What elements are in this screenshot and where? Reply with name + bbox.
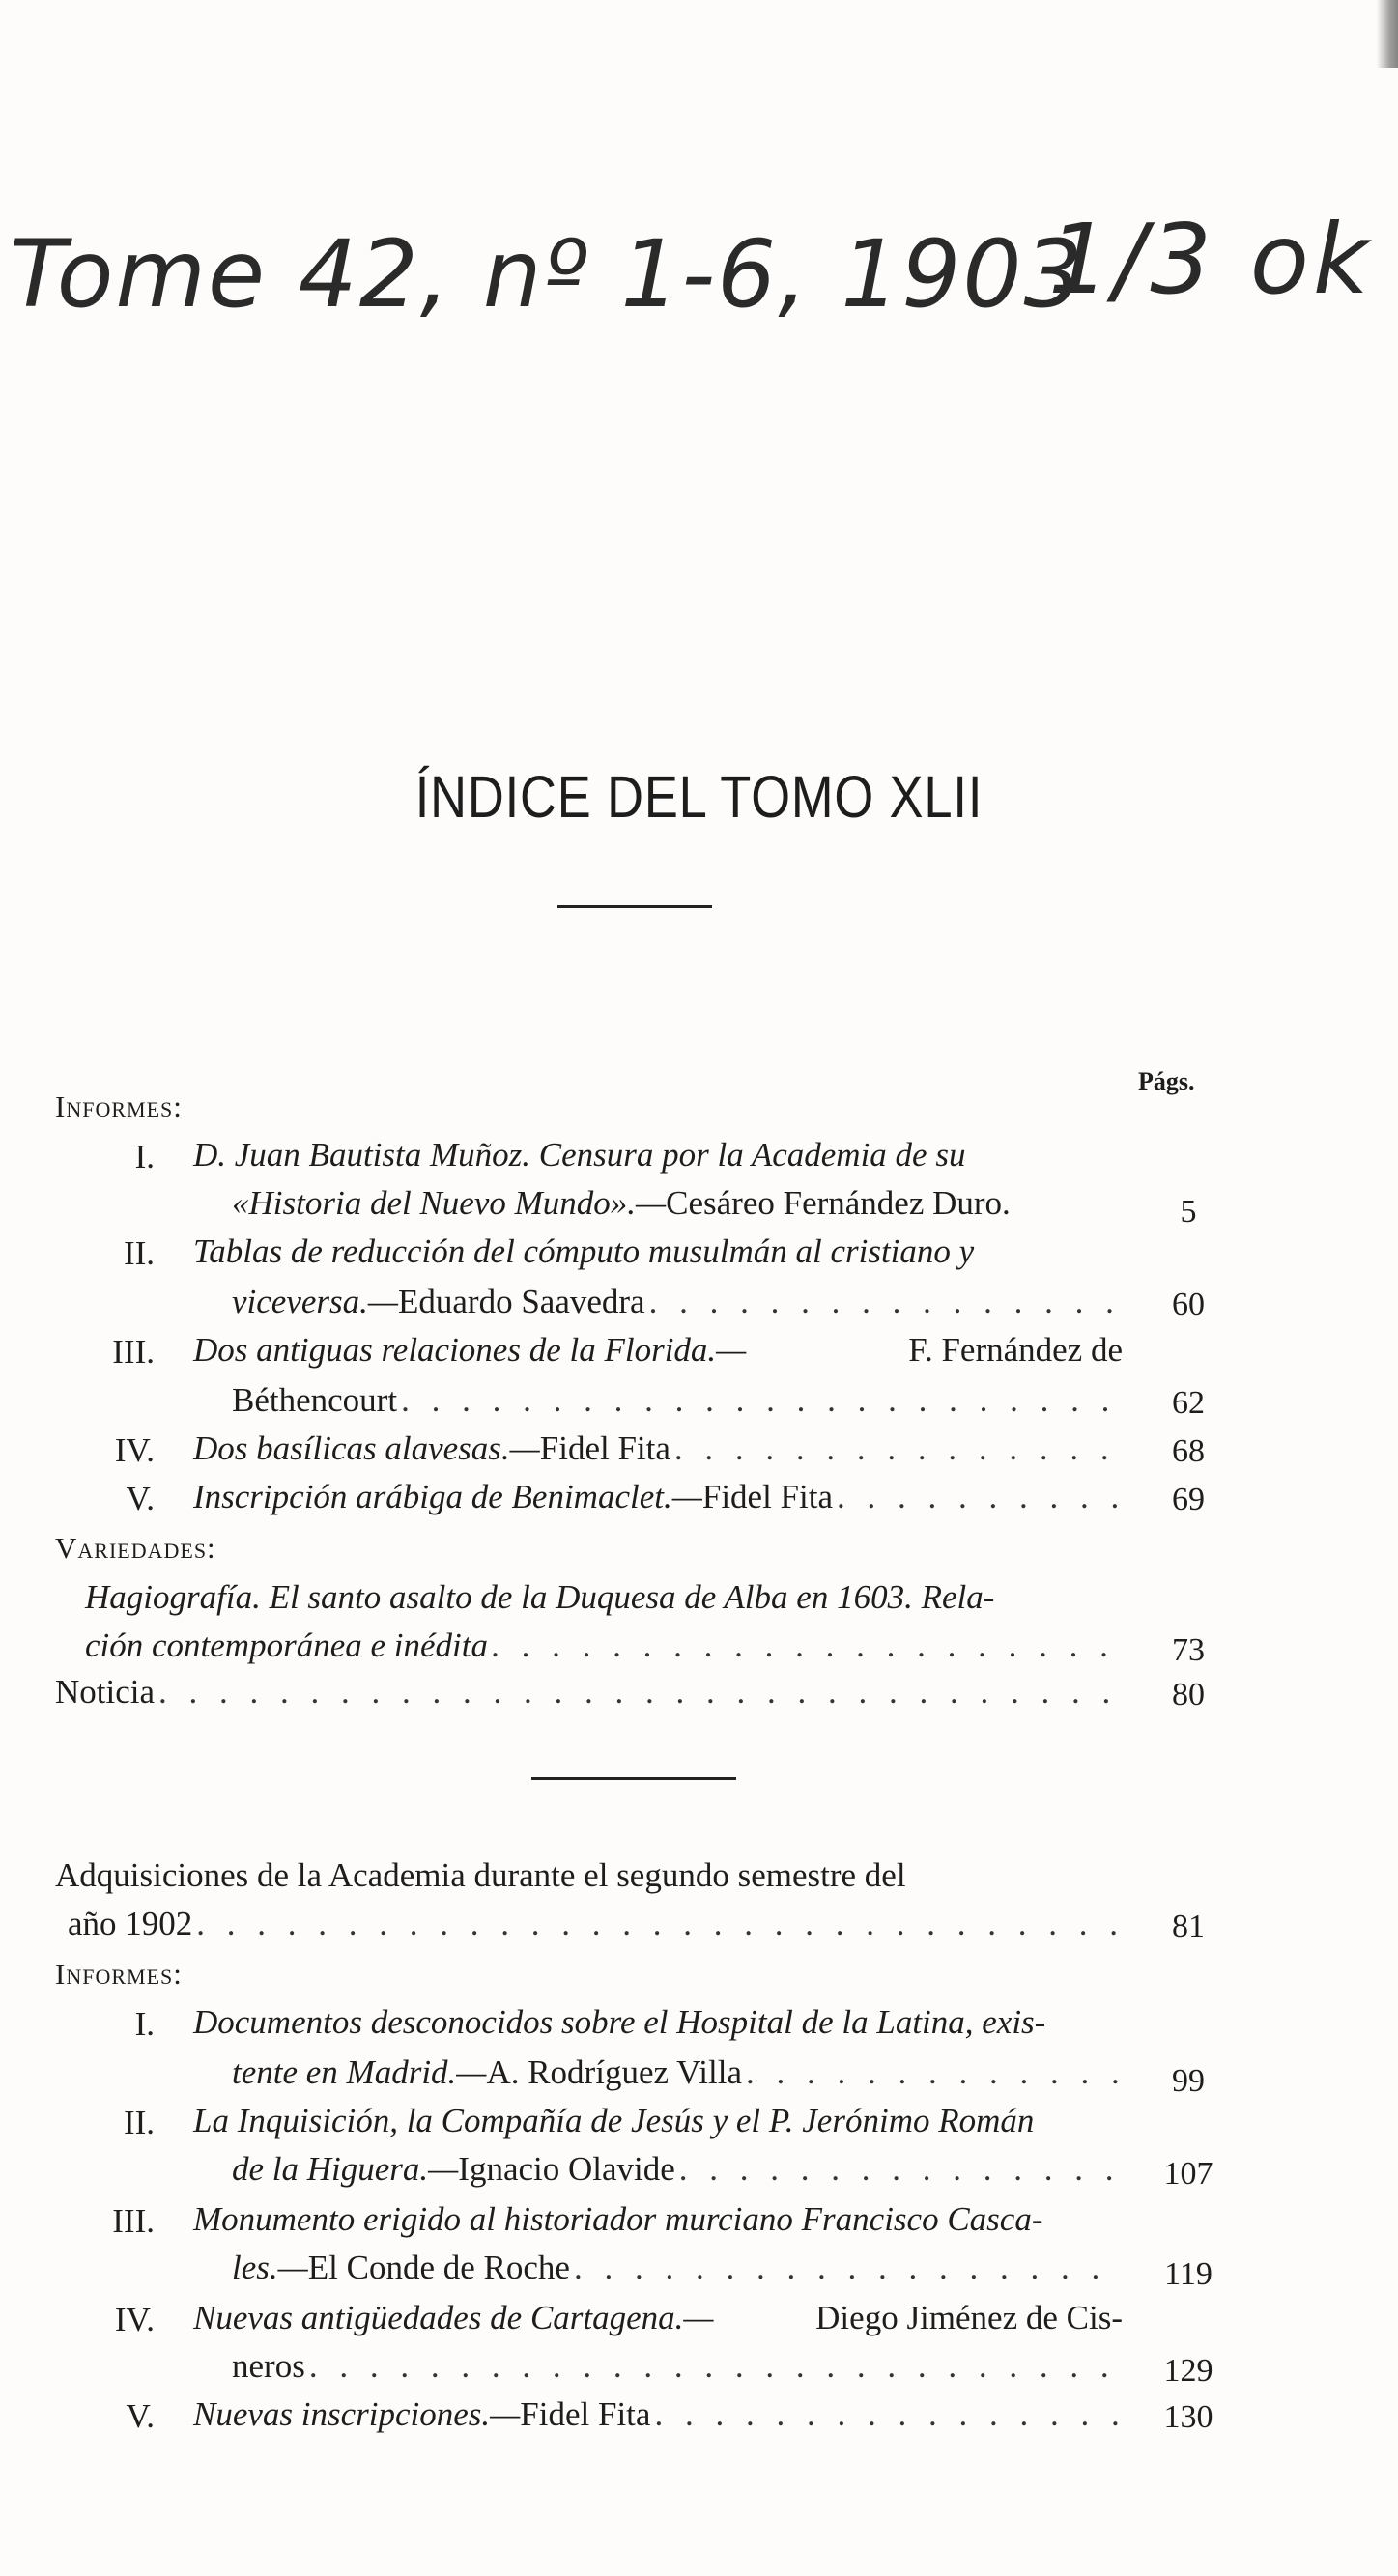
page-number: 5 — [1180, 1194, 1197, 1230]
entry-author: Ignacio Olavide — [458, 2150, 675, 2188]
entry-title-text: «Historia del Nuevo Mundo».— — [232, 1184, 667, 1222]
entry-number: IV. — [114, 2301, 155, 2338]
toc-entry-title[interactable] — [193, 1480, 1123, 1514]
entry-title-text: tente en Madrid.— — [232, 2053, 487, 2091]
page-edge-mark — [1377, 0, 1398, 68]
dot-leader — [679, 2152, 1119, 2186]
toc-entry-title[interactable] — [85, 1580, 1123, 1614]
pages-column-label: Págs. — [1138, 1067, 1195, 1095]
dot-leader — [746, 2055, 1119, 2089]
dot-leader — [401, 1383, 1119, 1417]
toc-entry-title[interactable] — [193, 2301, 1123, 2335]
toc-entry-title[interactable] — [193, 1234, 1123, 1268]
entry-author: Eduardo Saavedra — [398, 1283, 645, 1320]
dot-leader — [837, 1480, 1119, 1514]
entry-number: IV. — [114, 1431, 155, 1469]
entry-title-text: Nuevas inscripciones.— — [193, 2395, 521, 2433]
entry-title-text: año 1902 — [68, 1905, 193, 1942]
page-number: 107 — [1163, 2156, 1213, 2192]
toc-entry-title[interactable] — [193, 2202, 1123, 2236]
dot-leader — [492, 1628, 1119, 1662]
entry-title-text: D. Juan Bautista Muñoz. Censura por la Academia de su — [193, 1136, 966, 1174]
entry-title-text: La Inquisición, la Compañía de Jesús y el P. Jerónimo Román — [193, 2102, 1035, 2139]
dot-leader — [158, 1675, 1119, 1709]
dot-leader — [654, 2397, 1119, 2431]
entry-author: Béthencourt — [232, 1381, 398, 1419]
entry-title-text: Dos basílicas alavesas.— — [193, 1430, 540, 1467]
toc-entry-continuation[interactable] — [232, 2250, 1123, 2284]
toc-entry-continuation[interactable] — [232, 1186, 1123, 1220]
dot-leader — [309, 2349, 1119, 2383]
page-number: 81 — [1172, 1909, 1205, 1944]
page-number: 62 — [1172, 1385, 1205, 1421]
entry-title-text: de la Higuera.— — [232, 2150, 459, 2188]
toc-entry-noticia[interactable] — [55, 1675, 1123, 1709]
informes-heading: Informes: — [55, 1957, 183, 1991]
entry-author: Diego Jiménez de Cis- — [815, 2299, 1123, 2336]
page-number: 119 — [1164, 2256, 1213, 2292]
toc-entry-continuation[interactable] — [68, 1907, 1123, 1940]
toc-entry-continuation[interactable] — [232, 1383, 1123, 1417]
page-number: 80 — [1172, 1677, 1205, 1713]
toc-entry-title[interactable] — [193, 1138, 1123, 1172]
entry-number: V. — [126, 1480, 155, 1517]
toc-entry-title[interactable] — [193, 1333, 1123, 1367]
toc-entry-title[interactable] — [193, 2397, 1123, 2431]
entry-title-text: Inscripción arábiga de Benimaclet.— — [193, 1478, 702, 1515]
entry-title-text: Documentos desconocidos sobre el Hospital de la Latina, exis- — [193, 2003, 1046, 2041]
informes-heading: Informes: — [55, 1090, 183, 1123]
toc-entry-title[interactable] — [193, 2104, 1123, 2137]
entry-number: II. — [123, 2104, 155, 2141]
dot-leader — [649, 1285, 1119, 1318]
entry-number: I. — [134, 2005, 155, 2043]
entry-author: neros — [232, 2347, 305, 2385]
entry-number: II. — [123, 1234, 155, 1272]
entry-title-text: Tablas de reducción del cómputo musulmán al cristiano y — [193, 1232, 975, 1270]
variedades-heading: Variedades: — [55, 1531, 216, 1565]
entry-title-text: les.— — [232, 2249, 308, 2286]
entry-number: III. — [112, 1333, 155, 1371]
entry-author: Fidel Fita — [539, 1430, 670, 1467]
entry-title-text: Adquisiciones de la Academia durante el segundo semestre del — [55, 1856, 906, 1894]
entry-title-text: Dos antiguas relaciones de la Florida.— — [193, 1331, 747, 1369]
title-divider — [557, 905, 712, 908]
page-number: 130 — [1163, 2399, 1213, 2435]
dot-leader — [196, 1907, 1119, 1940]
entry-number: V. — [126, 2397, 155, 2435]
entry-author: El Conde de Roche — [307, 2249, 570, 2286]
entry-title-text: Hagiografía. El santo asalto de la Duquesa de Alba en 1603. Rela- — [85, 1578, 995, 1616]
entry-author: A. Rodríguez Villa — [486, 2053, 743, 2091]
toc-entry-title[interactable] — [193, 1431, 1123, 1465]
entry-title-text: Noticia — [55, 1673, 156, 1711]
dot-leader — [574, 2250, 1119, 2284]
entry-title-text: viceversa.— — [232, 1283, 399, 1320]
entry-number: III. — [112, 2202, 155, 2240]
entry-author: Fidel Fita — [520, 2395, 651, 2433]
entry-title-text: Monumento erigido al historiador murciano Francisco Casca- — [193, 2200, 1043, 2238]
page-number: 73 — [1172, 1632, 1205, 1668]
toc-entry-title[interactable] — [193, 2005, 1123, 2039]
entry-author: Fidel Fita — [701, 1478, 834, 1515]
toc-entry-continuation[interactable] — [232, 2152, 1123, 2186]
page-number: 129 — [1163, 2353, 1213, 2389]
toc-entry-continuation[interactable] — [85, 1628, 1123, 1662]
entry-title-text: Nuevas antigüedades de Cartagena.— — [193, 2299, 714, 2336]
page-number: 60 — [1172, 1287, 1205, 1322]
toc-entry-continuation[interactable] — [232, 1285, 1123, 1318]
page-number: 99 — [1172, 2063, 1205, 2099]
entry-author: F. Fernández de — [908, 1331, 1123, 1369]
toc-entry-continuation[interactable] — [232, 2055, 1123, 2089]
handwritten-check-note: 1/3 ok — [1048, 203, 1373, 316]
page-number: 68 — [1172, 1433, 1205, 1469]
page-title: ÍNDICE DEL TOMO XLII — [414, 764, 984, 830]
handwritten-volume-note: Tome 42, nº 1-6, 1903 — [10, 220, 1085, 328]
section-divider — [531, 1777, 736, 1780]
toc-entry-adquisiciones[interactable] — [55, 1858, 1123, 1892]
entry-title-text: ción contemporánea e inédita — [85, 1627, 488, 1664]
entry-author: Cesáreo Fernández Duro. — [666, 1184, 1011, 1222]
dot-leader — [674, 1431, 1119, 1465]
toc-entry-continuation[interactable] — [232, 2349, 1123, 2383]
entry-number: I. — [134, 1138, 155, 1175]
page-number: 69 — [1172, 1482, 1205, 1517]
